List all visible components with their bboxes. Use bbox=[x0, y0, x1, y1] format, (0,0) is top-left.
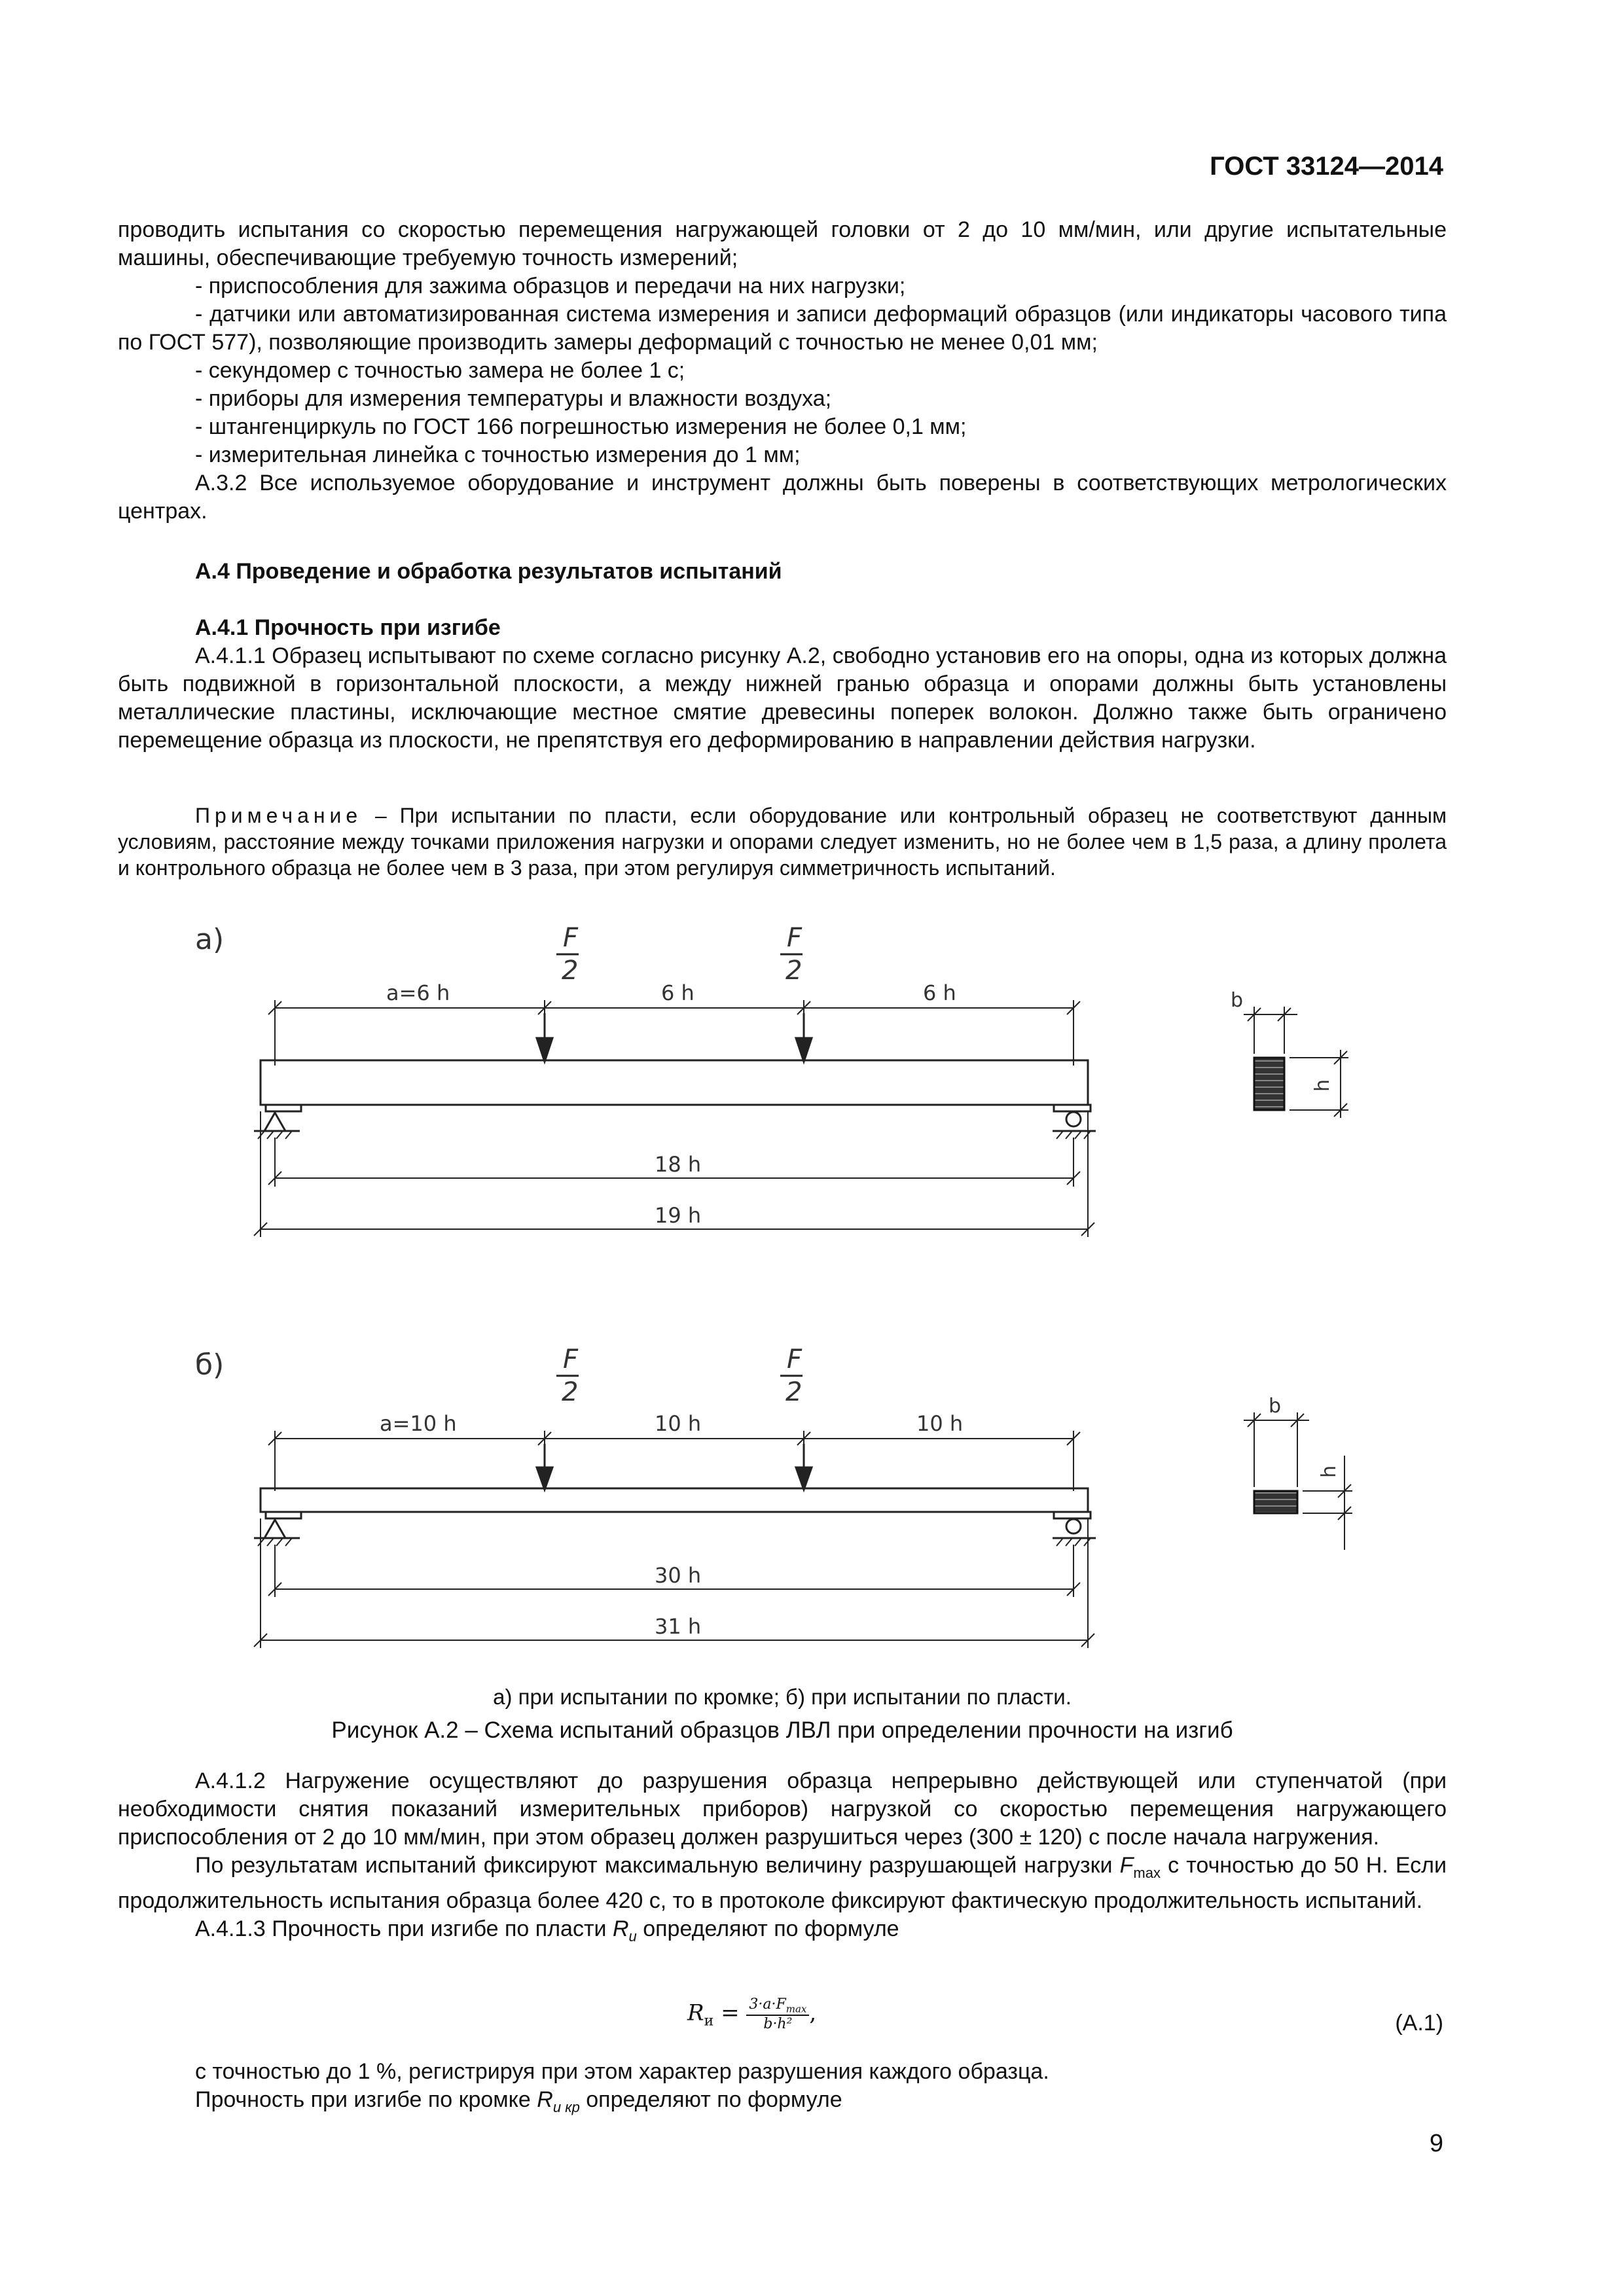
list-item: - измерительная линейка с точностью измерения до 1 мм; bbox=[195, 442, 801, 467]
paragraph-a32: А.3.2 Все используемое оборудование и инструмент должны быть поверены в соответствующих метрологических центрах. bbox=[118, 471, 1447, 524]
force-label-den: 2 bbox=[562, 956, 579, 986]
span-label: 30 h bbox=[655, 1563, 702, 1588]
arrow-head-icon bbox=[537, 1038, 552, 1062]
panel-a-label: а) bbox=[195, 923, 225, 956]
list-item: - датчики или автоматизированная система измерения и записи деформаций образцов (или индикаторы часового типа по ГОСТ 577), позволяющие производить замеры деформаций с точностью не менее 0,01 мм; bbox=[118, 302, 1447, 355]
list-item: - секундомер с точностью замера не более 1 с; bbox=[195, 358, 685, 383]
formula-number: (А.1) bbox=[1395, 2011, 1443, 2036]
pinned-support-icon bbox=[264, 1113, 285, 1131]
paragraph-a413: А.4.1.3 Прочность при изгибе по пласти $R_и$ определяют по формуле bbox=[195, 1916, 899, 1945]
dim-right-label: 6 h bbox=[923, 980, 956, 1005]
paragraph: проводить испытания со скоростью перемещения нагружающей головки от 2 до 10 мм/мин, или другие испытательные машины, обеспечивающие требуемую точность измерений; bbox=[118, 217, 1447, 270]
roller-support-icon bbox=[1066, 1112, 1081, 1126]
cross-section-face bbox=[1254, 1491, 1297, 1513]
panel-b-label: б) bbox=[195, 1348, 225, 1382]
arrow-head-icon bbox=[796, 1467, 812, 1490]
section-heading: А.4 Проведение и обработка результатов испытаний bbox=[195, 559, 782, 584]
dim-mid-label: 6 h bbox=[661, 980, 695, 1005]
dim-right-label: 10 h bbox=[916, 1411, 964, 1436]
section-h-label: h bbox=[1311, 1079, 1334, 1092]
list-item: - приспособления для зажима образцов и передачи на них нагрузки; bbox=[195, 274, 906, 298]
cross-section-edge bbox=[1254, 1058, 1284, 1110]
paragraph-a411: А.4.1.1 Образец испытывают по схеме согласно рисунку А.2, свободно установив его на опоры, одна из которых должна быть подвижной в горизонтальной плоскости, а между нижней гранью образца и опорами должны быть установлены металлические пластины, исключающие местное смятие древесины поперек волокон. Должно также быть ограничено перемещение образца из плоскости, не препятствуя его деформированию в направлении действия нагрузки. bbox=[118, 643, 1447, 753]
list-item: - приборы для измерения температуры и влажности воздуха; bbox=[195, 386, 832, 411]
beam-specimen bbox=[261, 1488, 1088, 1512]
note bbox=[118, 802, 1447, 881]
force-label-num: F bbox=[787, 1344, 803, 1374]
force-label-num: F bbox=[563, 923, 579, 953]
subsection-heading: А.4.1 Прочность при изгибе bbox=[195, 615, 501, 640]
roller-support-icon bbox=[1066, 1519, 1081, 1534]
figure-a2 bbox=[177, 902, 1375, 1691]
figure-caption: Рисунок А.2 – Схема испытаний образцов ЛВЛ при определении прочности на изгиб bbox=[331, 1717, 1233, 1743]
total-label: 31 h bbox=[655, 1614, 702, 1639]
force-label-den: 2 bbox=[785, 956, 803, 986]
span-label: 18 h bbox=[655, 1152, 702, 1177]
arrow-head-icon bbox=[537, 1467, 552, 1490]
section-tail bbox=[118, 2058, 1447, 2121]
page-number: 9 bbox=[1429, 2130, 1443, 2157]
section-b-label: b bbox=[1231, 989, 1244, 1012]
section-a41 bbox=[118, 614, 1447, 755]
support-plate bbox=[266, 1105, 301, 1111]
support-plate bbox=[1054, 1512, 1091, 1518]
dim-a-label: a=10 h bbox=[380, 1411, 457, 1436]
paragraph-fmax: По результатам испытаний фиксируют максимальную величину разрушающей нагрузки $F_{max}$ с точностью до 50 Н. Если продолжительность испытания образца более 420 с, то в протоколе фиксируют фактическую продолжительность испытаний. bbox=[118, 1853, 1447, 1913]
support-plate bbox=[266, 1512, 301, 1518]
section-h-label: h bbox=[1318, 1465, 1341, 1478]
paragraph: Прочность при изгибе по кромке $R_{и кр}$ определяют по формуле bbox=[195, 2087, 842, 2115]
beam-specimen bbox=[261, 1060, 1088, 1105]
paragraph-a412: А.4.1.2 Нагружение осуществляют до разрушения образца непрерывно действующей или ступенчатой (при необходимости снятия показаний измерительных приборов) нагрузкой со скоростью перемещения нагружающего приспособления от 2 до 10 мм/мин, при этом образец должен разрушиться через (300 ± 120) с после начала нагружения. bbox=[118, 1768, 1447, 1850]
total-label: 19 h bbox=[655, 1203, 702, 1228]
equipment-list bbox=[118, 216, 1447, 526]
formula-fraction: $3\cdot a\cdot F_{max}$ b·h² bbox=[746, 1996, 809, 2032]
force-label-num: F bbox=[563, 1344, 579, 1374]
formula-a1: $R_и$ = $3\cdot a\cdot F_{max}$ b·h² , bbox=[687, 1996, 817, 2033]
section-a4 bbox=[118, 558, 1447, 586]
arrow-head-icon bbox=[796, 1038, 812, 1062]
paragraph: с точностью до 1 %, регистрируя при этом характер разрушения каждого образца. bbox=[195, 2059, 1049, 2084]
document-header: ГОСТ 33124—2014 bbox=[1210, 152, 1443, 181]
pinned-support-icon bbox=[264, 1520, 285, 1538]
force-label-den: 2 bbox=[562, 1377, 579, 1407]
dim-mid-label: 10 h bbox=[655, 1411, 702, 1436]
support-plate bbox=[1054, 1105, 1091, 1111]
list-item: - штангенциркуль по ГОСТ 166 погрешностью измерения не более 0,1 мм; bbox=[195, 414, 967, 439]
section-a412 bbox=[118, 1767, 1447, 1950]
figure-subcaption: а) при испытании по кромке; б) при испытании по пласти. bbox=[493, 1685, 1072, 1709]
note-lead: Примечание bbox=[195, 804, 363, 827]
force-label-den: 2 bbox=[785, 1377, 803, 1407]
dim-a-label: a=6 h bbox=[386, 980, 450, 1005]
section-b-label: b bbox=[1269, 1395, 1282, 1418]
formula-lhs: R bbox=[687, 2000, 704, 2026]
force-label-num: F bbox=[787, 923, 803, 953]
note-text: – При испытании по пласти, если оборудование или контрольный образец не соответствуют данным условиям, расстояние между точками приложения нагрузки и опорами следует изменить, но не более чем в 1,5 раза, а длину пролета и контрольного образца не более чем в 3 раза, при этом регулируя симметричность испытаний. bbox=[118, 804, 1447, 880]
